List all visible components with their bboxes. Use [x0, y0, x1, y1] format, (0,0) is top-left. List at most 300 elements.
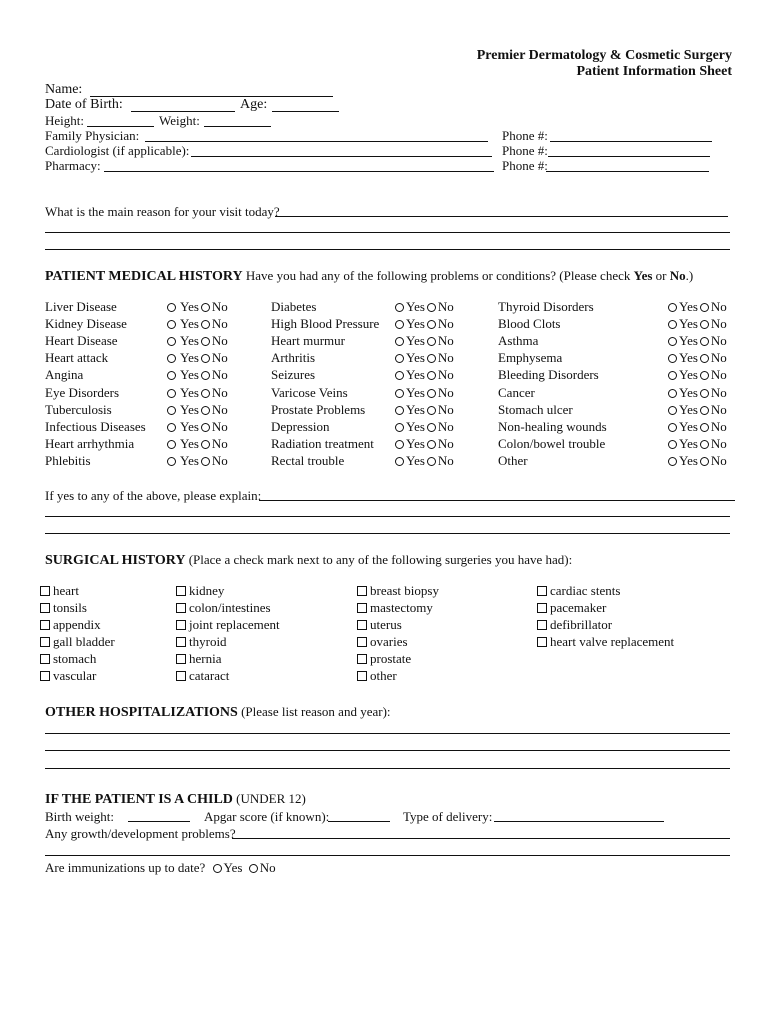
explain-line-3[interactable] [45, 533, 730, 534]
condition-label: Arthritis [271, 350, 316, 365]
surgery-checkbox[interactable] [357, 603, 367, 613]
condition-label: Colon/bowel trouble [498, 436, 606, 451]
no-radio[interactable] [201, 406, 210, 415]
condition-label: Asthma [498, 333, 539, 348]
no-label: No [710, 333, 727, 348]
surgery-checkbox[interactable] [357, 637, 367, 647]
no-radio[interactable] [700, 354, 709, 363]
condition-label: Angina [45, 367, 84, 382]
yes-radio[interactable] [395, 371, 404, 380]
condition-label: Tuberculosis [45, 402, 112, 417]
no-label: No [710, 419, 727, 434]
yes-no-group [167, 385, 228, 401]
condition-label: Liver Disease [45, 299, 117, 314]
yes-no-group [167, 367, 228, 383]
phone-field-1[interactable] [550, 141, 712, 142]
yes-radio[interactable] [668, 303, 677, 312]
yes-no-group [668, 385, 727, 401]
weight-field[interactable] [204, 126, 271, 127]
height-label: Height: [45, 113, 84, 128]
no-label: No [211, 367, 228, 382]
yes-label: Yes [679, 436, 698, 451]
phone-field-3[interactable] [546, 171, 709, 172]
surgery-checkbox[interactable] [40, 671, 50, 681]
no-label: No [211, 436, 228, 451]
yes-label: Yes [406, 385, 425, 400]
growth-line-2[interactable] [45, 855, 730, 856]
surgery-checkbox[interactable] [537, 586, 547, 596]
surgery-item [176, 583, 224, 599]
hospitalizations-line-2[interactable] [45, 750, 730, 751]
yes-radio[interactable] [167, 320, 176, 329]
surgery-checkbox[interactable] [40, 620, 50, 630]
yes-label: Yes [180, 350, 199, 365]
no-radio[interactable] [427, 423, 436, 432]
yes-no-group [395, 316, 454, 332]
surgery-item [40, 617, 101, 633]
pharmacy-label: Pharmacy: [45, 158, 101, 173]
surgery-label: breast biopsy [370, 583, 439, 598]
explain-field[interactable] [259, 500, 735, 501]
yes-no-group [167, 316, 228, 332]
visit-reason-line-2[interactable] [45, 232, 730, 233]
no-label: No [211, 333, 228, 348]
surgery-label: appendix [53, 617, 101, 632]
no-radio[interactable] [427, 337, 436, 346]
surgery-label: ovaries [370, 634, 408, 649]
yes-radio[interactable] [167, 371, 176, 380]
yes-radio[interactable] [668, 354, 677, 363]
no-radio[interactable] [201, 440, 210, 449]
surgery-item [176, 600, 271, 616]
no-radio[interactable] [201, 303, 210, 312]
surgical-history-heading-row [45, 552, 572, 569]
surgery-checkbox[interactable] [176, 637, 186, 647]
dob-label: Date of Birth: [45, 97, 123, 112]
no-label: No [211, 385, 228, 400]
medical-history-heading-row [45, 268, 693, 285]
explain-label: If yes to any of the above, please explain: [45, 488, 262, 503]
yes-radio[interactable] [167, 457, 176, 466]
surgery-label: heart [53, 583, 79, 598]
no-radio[interactable] [700, 371, 709, 380]
surgery-checkbox[interactable] [40, 586, 50, 596]
surgery-checkbox[interactable] [176, 586, 186, 596]
yes-label: Yes [406, 299, 425, 314]
no-label: No [437, 333, 454, 348]
no-radio[interactable] [427, 389, 436, 398]
yes-no-group [668, 453, 727, 469]
name-field[interactable] [90, 96, 333, 97]
yes-no-group [167, 350, 228, 366]
no-label: No [437, 316, 454, 331]
no-radio[interactable] [700, 303, 709, 312]
yes-label: Yes [180, 453, 199, 468]
yes-label: Yes [679, 350, 698, 365]
family-physician-label: Family Physician: [45, 128, 140, 143]
surgery-checkbox[interactable] [176, 620, 186, 630]
yes-no-group [668, 299, 727, 315]
surgery-item [537, 634, 674, 650]
no-label: No [710, 367, 727, 382]
surgery-label: colon/intestines [189, 600, 271, 615]
child-heading-row [45, 791, 306, 808]
no-label: No [211, 453, 228, 468]
yes-radio[interactable] [395, 423, 404, 432]
immunizations-label: Are immunizations up to date? [45, 860, 206, 875]
phone-label-2: Phone #: [502, 143, 548, 158]
no-label: No [710, 299, 727, 314]
yes-label: Yes [180, 436, 199, 451]
no-label: No [437, 350, 454, 365]
yes-label: Yes [679, 316, 698, 331]
condition-label: Heart attack [45, 350, 109, 365]
no-label: No [437, 419, 454, 434]
yes-label: Yes [406, 419, 425, 434]
no-label: No [437, 402, 454, 417]
yes-radio[interactable] [167, 337, 176, 346]
yes-no-group [668, 436, 727, 452]
growth-label: Any growth/development problems? [45, 826, 236, 841]
yes-radio[interactable] [668, 371, 677, 380]
surgery-checkbox[interactable] [176, 671, 186, 681]
yes-no-group [167, 436, 228, 452]
yes-no-group [395, 436, 454, 452]
no-label: No [437, 453, 454, 468]
yes-label: Yes [180, 385, 199, 400]
no-label: No [437, 436, 454, 451]
condition-label: Prostate Problems [271, 402, 366, 417]
yes-label: Yes [406, 367, 425, 382]
hospitalizations-line-1[interactable] [45, 733, 730, 734]
yes-label: Yes [406, 453, 425, 468]
no-label: No [710, 453, 727, 468]
birth-weight-field[interactable] [128, 821, 190, 822]
height-field[interactable] [87, 126, 154, 127]
condition-label: Thyroid Disorders [498, 299, 594, 314]
visit-reason-label: What is the main reason for your visit today? [45, 204, 280, 219]
condition-label: Phlebitis [45, 453, 91, 468]
surgery-checkbox[interactable] [176, 603, 186, 613]
no-radio[interactable] [700, 440, 709, 449]
yes-radio[interactable] [668, 440, 677, 449]
immunizations-yes-label: Yes [223, 860, 243, 875]
yes-no-group [395, 333, 454, 349]
weight-label: Weight: [159, 113, 200, 128]
yes-label: Yes [679, 385, 698, 400]
surgery-label: vascular [53, 668, 97, 683]
yes-label: Yes [406, 436, 425, 451]
yes-no-group [395, 350, 454, 366]
no-radio[interactable] [427, 354, 436, 363]
surgery-item [537, 617, 612, 633]
instruction-no: No [669, 268, 686, 283]
no-label: No [211, 316, 228, 331]
surgery-checkbox[interactable] [357, 654, 367, 664]
hospitalizations-instruction: (Please list reason and year): [241, 704, 391, 719]
surgery-label: joint replacement [189, 617, 280, 632]
no-label: No [211, 350, 228, 365]
surgery-label: kidney [189, 583, 225, 598]
surgery-label: other [370, 668, 397, 683]
yes-radio[interactable] [668, 457, 677, 466]
yes-no-group [167, 453, 228, 469]
condition-label: Other [498, 453, 528, 468]
no-radio[interactable] [201, 320, 210, 329]
no-radio[interactable] [201, 337, 210, 346]
yes-radio[interactable] [668, 389, 677, 398]
immunizations-no-radio[interactable] [249, 864, 258, 873]
apgar-field[interactable] [328, 821, 390, 822]
practice-name: Premier Dermatology & Cosmetic Surgery [476, 48, 732, 63]
surgery-item [176, 668, 229, 684]
condition-label: Diabetes [271, 299, 317, 314]
surgery-label: stomach [53, 651, 97, 666]
yes-no-group [395, 453, 454, 469]
surgery-item [357, 600, 433, 616]
surgery-checkbox[interactable] [537, 620, 547, 630]
surgery-label: cataract [189, 668, 230, 683]
surgery-checkbox[interactable] [40, 654, 50, 664]
surgery-item [176, 634, 227, 650]
cardiologist-label: Cardiologist (if applicable): [45, 143, 190, 158]
condition-label: High Blood Pressure [271, 316, 380, 331]
yes-radio[interactable] [167, 354, 176, 363]
no-label: No [211, 419, 228, 434]
condition-label: Varicose Veins [271, 385, 348, 400]
surgery-label: mastectomy [370, 600, 433, 615]
no-radio[interactable] [700, 457, 709, 466]
yes-no-group [395, 385, 454, 401]
surgery-item [357, 668, 397, 684]
age-field[interactable] [272, 111, 339, 112]
delivery-label: Type of delivery: [403, 809, 493, 824]
yes-label: Yes [679, 402, 698, 417]
yes-label: Yes [180, 402, 199, 417]
yes-no-group [395, 367, 454, 383]
condition-label: Radiation treatment [271, 436, 374, 451]
surgery-label: heart valve replacement [550, 634, 675, 649]
condition-label: Emphysema [498, 350, 563, 365]
no-radio[interactable] [427, 457, 436, 466]
surgery-label: uterus [370, 617, 402, 632]
no-radio[interactable] [700, 320, 709, 329]
yes-no-group [395, 299, 454, 315]
surgery-item [357, 651, 411, 667]
yes-radio[interactable] [668, 337, 677, 346]
no-radio[interactable] [700, 406, 709, 415]
yes-label: Yes [406, 333, 425, 348]
no-radio[interactable] [201, 423, 210, 432]
yes-label: Yes [180, 316, 199, 331]
no-radio[interactable] [427, 371, 436, 380]
apgar-label: Apgar score (if known): [204, 809, 330, 824]
yes-label: Yes [679, 419, 698, 434]
yes-no-group [668, 350, 727, 366]
yes-label: Yes [406, 402, 425, 417]
no-label: No [710, 350, 727, 365]
yes-no-group [668, 316, 727, 332]
surgery-item [40, 668, 96, 684]
instruction-yes: Yes [633, 268, 653, 283]
form-title: Patient Information Sheet [576, 64, 732, 79]
no-label: No [437, 367, 454, 382]
yes-radio[interactable] [167, 389, 176, 398]
condition-label: Cancer [498, 385, 535, 400]
child-subheading: (UNDER 12) [236, 791, 306, 806]
child-heading: IF THE PATIENT IS A CHILD [45, 792, 233, 807]
yes-label: Yes [406, 316, 425, 331]
condition-label: Depression [271, 419, 330, 434]
condition-label: Stomach ulcer [498, 402, 573, 417]
yes-radio[interactable] [395, 440, 404, 449]
yes-no-group [167, 419, 228, 435]
phone-field-2[interactable] [548, 156, 710, 157]
yes-radio[interactable] [668, 406, 677, 415]
no-radio[interactable] [427, 303, 436, 312]
hospitalizations-heading: OTHER HOSPITALIZATIONS [45, 705, 238, 720]
phone-label-1: Phone #: [502, 128, 548, 143]
yes-radio[interactable] [167, 303, 176, 312]
yes-label: Yes [679, 367, 698, 382]
surgical-history-heading: SURGICAL HISTORY [45, 553, 186, 568]
condition-label: Bleeding Disorders [498, 367, 599, 382]
instruction-or: or [655, 268, 667, 283]
surgery-item [176, 617, 280, 633]
yes-radio[interactable] [395, 337, 404, 346]
pharmacy-field[interactable] [104, 171, 494, 172]
yes-label: Yes [180, 333, 199, 348]
visit-reason-field[interactable] [275, 216, 728, 217]
phone-label-3: Phone #: [502, 158, 548, 173]
yes-no-group [395, 402, 454, 418]
no-radio[interactable] [427, 440, 436, 449]
condition-label: Eye Disorders [45, 385, 120, 400]
surgery-checkbox[interactable] [537, 637, 547, 647]
visit-reason-line-3[interactable] [45, 249, 730, 250]
no-radio[interactable] [201, 389, 210, 398]
yes-radio[interactable] [167, 406, 176, 415]
surgery-item [357, 617, 402, 633]
surgery-label: gall bladder [53, 634, 115, 649]
no-label: No [710, 385, 727, 400]
yes-radio[interactable] [668, 423, 677, 432]
condition-label: Rectal trouble [271, 453, 345, 468]
surgery-label: hernia [189, 651, 222, 666]
medical-history-instruction: Have you had any of the following problems or conditions? (Please check [245, 268, 631, 283]
no-radio[interactable] [700, 337, 709, 346]
yes-radio[interactable] [395, 354, 404, 363]
no-label: No [211, 299, 228, 314]
family-physician-field[interactable] [145, 141, 488, 142]
yes-label: Yes [180, 367, 199, 382]
yes-radio[interactable] [167, 423, 176, 432]
dob-field[interactable] [131, 111, 235, 112]
explain-line-2[interactable] [45, 516, 730, 517]
age-label: Age: [240, 97, 268, 112]
delivery-field[interactable] [494, 821, 664, 822]
yes-no-group [167, 402, 228, 418]
immunizations-yes-radio[interactable] [213, 864, 222, 873]
surgery-checkbox[interactable] [357, 620, 367, 630]
condition-label: Non-healing wounds [498, 419, 607, 434]
yes-label: Yes [679, 453, 698, 468]
surgery-label: tonsils [53, 600, 87, 615]
surgery-label: thyroid [189, 634, 227, 649]
surgery-checkbox[interactable] [40, 637, 50, 647]
yes-label: Yes [679, 333, 698, 348]
condition-label: Seizures [271, 367, 316, 382]
yes-no-group [395, 419, 454, 435]
surgery-item [40, 600, 87, 616]
no-radio[interactable] [201, 354, 210, 363]
immunizations-no-label: No [259, 860, 276, 875]
hospitalizations-heading-row [45, 704, 391, 721]
no-radio[interactable] [201, 457, 210, 466]
surgery-label: prostate [370, 651, 412, 666]
no-label: No [710, 316, 727, 331]
condition-label: Blood Clots [498, 316, 561, 331]
no-radio[interactable] [427, 320, 436, 329]
surgery-checkbox[interactable] [176, 654, 186, 664]
no-radio[interactable] [427, 406, 436, 415]
surgery-item [40, 651, 96, 667]
surgery-checkbox[interactable] [357, 671, 367, 681]
yes-no-group [668, 402, 727, 418]
surgery-checkbox[interactable] [537, 603, 547, 613]
yes-no-group [167, 333, 228, 349]
growth-field[interactable] [232, 838, 730, 839]
yes-no-group [167, 299, 228, 315]
medical-history-heading: PATIENT MEDICAL HISTORY [45, 269, 243, 284]
surgery-item [357, 634, 408, 650]
birth-weight-label: Birth weight: [45, 809, 114, 824]
yes-radio[interactable] [395, 406, 404, 415]
yes-label: Yes [180, 419, 199, 434]
no-label: No [211, 402, 228, 417]
surgery-label: pacemaker [550, 600, 607, 615]
surgery-checkbox[interactable] [357, 586, 367, 596]
instruction-end: .) [685, 268, 694, 283]
condition-label: Heart murmur [271, 333, 346, 348]
no-radio[interactable] [700, 389, 709, 398]
surgery-item [176, 651, 221, 667]
name-label: Name: [45, 82, 83, 97]
yes-no-group [668, 367, 727, 383]
surgery-item [537, 583, 620, 599]
yes-radio[interactable] [167, 440, 176, 449]
yes-radio[interactable] [395, 303, 404, 312]
yes-radio[interactable] [395, 389, 404, 398]
hospitalizations-line-3[interactable] [45, 768, 730, 769]
immunizations-row [45, 860, 276, 876]
yes-radio[interactable] [668, 320, 677, 329]
no-label: No [710, 402, 727, 417]
surgery-item [40, 583, 79, 599]
yes-no-group [668, 419, 727, 435]
condition-label: Heart arrhythmia [45, 436, 135, 451]
cardiologist-field[interactable] [191, 156, 492, 157]
surgery-label: defibrillator [550, 617, 613, 632]
surgery-item [537, 600, 606, 616]
condition-label: Infectious Diseases [45, 419, 146, 434]
condition-label: Kidney Disease [45, 316, 127, 331]
no-radio[interactable] [201, 371, 210, 380]
yes-radio[interactable] [395, 457, 404, 466]
surgery-checkbox[interactable] [40, 603, 50, 613]
yes-radio[interactable] [395, 320, 404, 329]
no-radio[interactable] [700, 423, 709, 432]
